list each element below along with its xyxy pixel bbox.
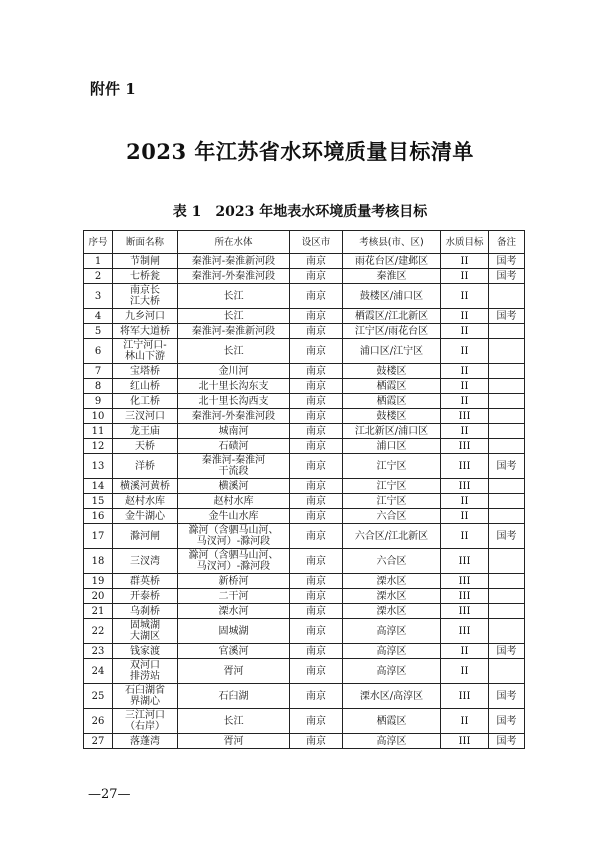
header-cell: 考核县(市、区) [343,231,441,254]
remark-cell [489,574,525,589]
county-cell: 栖霞区 [343,709,441,734]
county-cell: 高淳区 [343,644,441,659]
county-cell: 鼓楼区 [343,409,441,424]
water-body-cell: 秦淮河-外秦淮河段 [178,409,290,424]
water-body-cell: 长江 [178,709,290,734]
quality-target-cell: III [441,619,489,644]
table-row [84,339,525,364]
city-cell: 南京 [290,509,343,524]
section-name-cell: 落蓬湾 [113,734,178,749]
quality-target-cell: III [441,454,489,479]
city-cell: 南京 [290,439,343,454]
county-cell: 六合区/江北新区 [343,524,441,549]
county-cell: 鼓楼区/浦口区 [343,284,441,309]
table-row [84,439,525,454]
table-row [84,364,525,379]
section-name-cell: 天桥 [113,439,178,454]
water-body-cell: 滁河（含驷马山河、 马汊河）-滁河段 [178,549,290,574]
table-row [84,254,525,269]
table-row [84,709,525,734]
county-cell: 鼓楼区 [343,364,441,379]
remark-cell: 国考 [489,644,525,659]
remark-cell [489,379,525,394]
remark-cell: 国考 [489,309,525,324]
table-row [84,734,525,749]
quality-target-cell: III [441,574,489,589]
quality-target-cell: II [441,324,489,339]
city-cell: 南京 [290,494,343,509]
table-row [84,524,525,549]
row-number-cell: 2 [84,269,113,284]
remark-cell [489,364,525,379]
water-body-cell: 官溪河 [178,644,290,659]
remark-cell [489,339,525,364]
water-body-cell: 二干河 [178,589,290,604]
remark-cell [489,409,525,424]
header-cell: 序号 [84,231,113,254]
city-cell: 南京 [290,454,343,479]
table-row [84,619,525,644]
water-body-cell: 秦淮河-秦淮新河段 [178,324,290,339]
water-body-cell: 长江 [178,284,290,309]
remark-cell: 国考 [489,454,525,479]
city-cell: 南京 [290,604,343,619]
section-name-cell: 将军大道桥 [113,324,178,339]
row-number-cell: 12 [84,439,113,454]
table-row [84,644,525,659]
city-cell: 南京 [290,254,343,269]
water-body-cell: 赵村水库 [178,494,290,509]
section-name-cell: 三汊河口 [113,409,178,424]
table-row [84,479,525,494]
section-name-cell: 宝塔桥 [113,364,178,379]
quality-target-cell: II [441,364,489,379]
county-cell: 栖霞区 [343,394,441,409]
section-name-cell: 双河口 排涝站 [113,659,178,684]
row-number-cell: 21 [84,604,113,619]
water-body-cell: 金川河 [178,364,290,379]
table-row [84,604,525,619]
row-number-cell: 4 [84,309,113,324]
city-cell: 南京 [290,524,343,549]
remark-cell [489,324,525,339]
table-row [84,269,525,284]
county-cell: 江宁区 [343,454,441,479]
city-cell: 南京 [290,324,343,339]
water-body-cell: 固城湖 [178,619,290,644]
remark-cell [489,509,525,524]
section-name-cell: 固城湖 大湖区 [113,619,178,644]
city-cell: 南京 [290,269,343,284]
table-row [84,284,525,309]
section-name-cell: 横溪河黄桥 [113,479,178,494]
city-cell: 南京 [290,364,343,379]
city-cell: 南京 [290,309,343,324]
table-row [84,589,525,604]
row-number-cell: 16 [84,509,113,524]
remark-cell [489,549,525,574]
row-number-cell: 3 [84,284,113,309]
water-body-cell: 滁河（含驷马山河、 马汊河）-滁河段 [178,524,290,549]
water-body-cell: 新桥河 [178,574,290,589]
quality-target-cell: III [441,439,489,454]
row-number-cell: 19 [84,574,113,589]
section-name-cell: 钱家渡 [113,644,178,659]
county-cell: 江北新区/浦口区 [343,424,441,439]
water-body-cell: 长江 [178,339,290,364]
row-number-cell: 22 [84,619,113,644]
row-number-cell: 6 [84,339,113,364]
section-name-cell: 乌刹桥 [113,604,178,619]
county-cell: 浦口区 [343,439,441,454]
water-body-cell: 溧水河 [178,604,290,619]
section-name-cell: 三汊湾 [113,549,178,574]
county-cell: 高淳区 [343,619,441,644]
city-cell: 南京 [290,619,343,644]
city-cell: 南京 [290,394,343,409]
remark-cell: 国考 [489,734,525,749]
row-number-cell: 9 [84,394,113,409]
row-number-cell: 15 [84,494,113,509]
city-cell: 南京 [290,644,343,659]
section-name-cell: 赵村水库 [113,494,178,509]
county-cell: 六合区 [343,549,441,574]
table-row [84,494,525,509]
row-number-cell: 20 [84,589,113,604]
row-number-cell: 27 [84,734,113,749]
remark-cell: 国考 [489,684,525,709]
water-body-cell: 石臼湖 [178,684,290,709]
section-name-cell: 群英桥 [113,574,178,589]
remark-cell: 国考 [489,709,525,734]
section-name-cell: 洋桥 [113,454,178,479]
row-number-cell: 24 [84,659,113,684]
quality-target-cell: II [441,254,489,269]
quality-target-cell: II [441,709,489,734]
water-body-cell: 长江 [178,309,290,324]
table-body [84,254,525,749]
table-row [84,409,525,424]
table-row [84,574,525,589]
remark-cell [489,494,525,509]
header-cell: 备注 [489,231,525,254]
county-cell: 高淳区 [343,659,441,684]
section-name-cell: 龙王庙 [113,424,178,439]
water-body-cell: 秦淮河-外秦淮河段 [178,269,290,284]
city-cell: 南京 [290,589,343,604]
table-row [84,424,525,439]
remark-cell: 国考 [489,254,525,269]
quality-target-cell: II [441,494,489,509]
city-cell: 南京 [290,684,343,709]
water-body-cell: 胥河 [178,659,290,684]
table-row [84,549,525,574]
county-cell: 浦口区/江宁区 [343,339,441,364]
water-body-cell: 胥河 [178,734,290,749]
quality-target-cell: II [441,424,489,439]
water-body-cell: 石碛河 [178,439,290,454]
row-number-cell: 26 [84,709,113,734]
county-cell: 溧水区/高淳区 [343,684,441,709]
quality-target-cell: II [441,524,489,549]
quality-target-cell: III [441,409,489,424]
row-number-cell: 8 [84,379,113,394]
document-title: 2023 年江苏省水环境质量目标清单 [126,139,474,164]
county-cell: 溧水区 [343,574,441,589]
row-number-cell: 11 [84,424,113,439]
water-quality-target-table [83,230,525,749]
remark-cell [489,589,525,604]
county-cell: 江宁区 [343,494,441,509]
row-number-cell: 23 [84,644,113,659]
county-cell: 栖霞区 [343,379,441,394]
quality-target-cell: II [441,284,489,309]
remark-cell [489,479,525,494]
row-number-cell: 5 [84,324,113,339]
quality-target-cell: III [441,479,489,494]
table-title: 表 1 2023 年地表水环境质量考核目标 [172,204,428,220]
remark-cell [489,439,525,454]
water-body-cell: 北十里长沟东支 [178,379,290,394]
water-body-cell: 秦淮河-秦淮河 干流段 [178,454,290,479]
table-row [84,454,525,479]
section-name-cell: 开泰桥 [113,589,178,604]
section-name-cell: 三江河口 （右岸） [113,709,178,734]
quality-target-cell: III [441,589,489,604]
remark-cell [489,659,525,684]
remark-cell: 国考 [489,524,525,549]
city-cell: 南京 [290,709,343,734]
county-cell: 溧水区 [343,604,441,619]
section-name-cell: 七桥瓮 [113,269,178,284]
header-cell: 所在水体 [178,231,290,254]
city-cell: 南京 [290,549,343,574]
section-name-cell: 南京长 江大桥 [113,284,178,309]
county-cell: 雨花台区/建邺区 [343,254,441,269]
section-name-cell: 红山桥 [113,379,178,394]
row-number-cell: 18 [84,549,113,574]
county-cell: 溧水区 [343,589,441,604]
county-cell: 栖霞区/江北新区 [343,309,441,324]
remark-cell: 国考 [489,269,525,284]
table-row [84,684,525,709]
row-number-cell: 25 [84,684,113,709]
row-number-cell: 10 [84,409,113,424]
remark-cell [489,604,525,619]
table-row [84,379,525,394]
city-cell: 南京 [290,734,343,749]
quality-target-cell: II [441,509,489,524]
remark-cell [489,284,525,309]
row-number-cell: 7 [84,364,113,379]
water-body-cell: 横溪河 [178,479,290,494]
table-row [84,659,525,684]
county-cell: 秦淮区 [343,269,441,284]
section-name-cell: 江宁河口- 林山下游 [113,339,178,364]
city-cell: 南京 [290,424,343,439]
county-cell: 高淳区 [343,734,441,749]
quality-target-cell: III [441,549,489,574]
quality-target-cell: II [441,269,489,284]
quality-target-cell: II [441,379,489,394]
header-cell: 水质目标 [441,231,489,254]
attachment-label: 附件 1 [90,80,136,98]
table-header-row [84,231,525,254]
quality-target-cell: III [441,604,489,619]
row-number-cell: 17 [84,524,113,549]
row-number-cell: 1 [84,254,113,269]
remark-cell [489,619,525,644]
water-body-cell: 城南河 [178,424,290,439]
quality-target-cell: III [441,734,489,749]
row-number-cell: 14 [84,479,113,494]
table-row [84,324,525,339]
section-name-cell: 九乡河口 [113,309,178,324]
county-cell: 六合区 [343,509,441,524]
table-row [84,509,525,524]
quality-target-cell: III [441,684,489,709]
table-row [84,309,525,324]
remark-cell [489,424,525,439]
city-cell: 南京 [290,339,343,364]
county-cell: 江宁区/雨花台区 [343,324,441,339]
county-cell: 江宁区 [343,479,441,494]
water-body-cell: 秦淮河-秦淮新河段 [178,254,290,269]
water-body-cell: 北十里长沟西支 [178,394,290,409]
city-cell: 南京 [290,409,343,424]
header-cell: 设区市 [290,231,343,254]
remark-cell [489,394,525,409]
page-number: —27— [88,787,131,802]
quality-target-cell: II [441,339,489,364]
city-cell: 南京 [290,574,343,589]
city-cell: 南京 [290,659,343,684]
city-cell: 南京 [290,284,343,309]
row-number-cell: 13 [84,454,113,479]
water-body-cell: 金牛山水库 [178,509,290,524]
city-cell: 南京 [290,379,343,394]
quality-target-cell: II [441,659,489,684]
quality-target-cell: II [441,394,489,409]
section-name-cell: 节制闸 [113,254,178,269]
quality-target-cell: II [441,309,489,324]
header-cell: 断面名称 [113,231,178,254]
table-row [84,394,525,409]
city-cell: 南京 [290,479,343,494]
section-name-cell: 化工桥 [113,394,178,409]
section-name-cell: 金牛湖心 [113,509,178,524]
quality-target-cell: II [441,644,489,659]
section-name-cell: 滁河闸 [113,524,178,549]
section-name-cell: 石臼湖省 界湖心 [113,684,178,709]
